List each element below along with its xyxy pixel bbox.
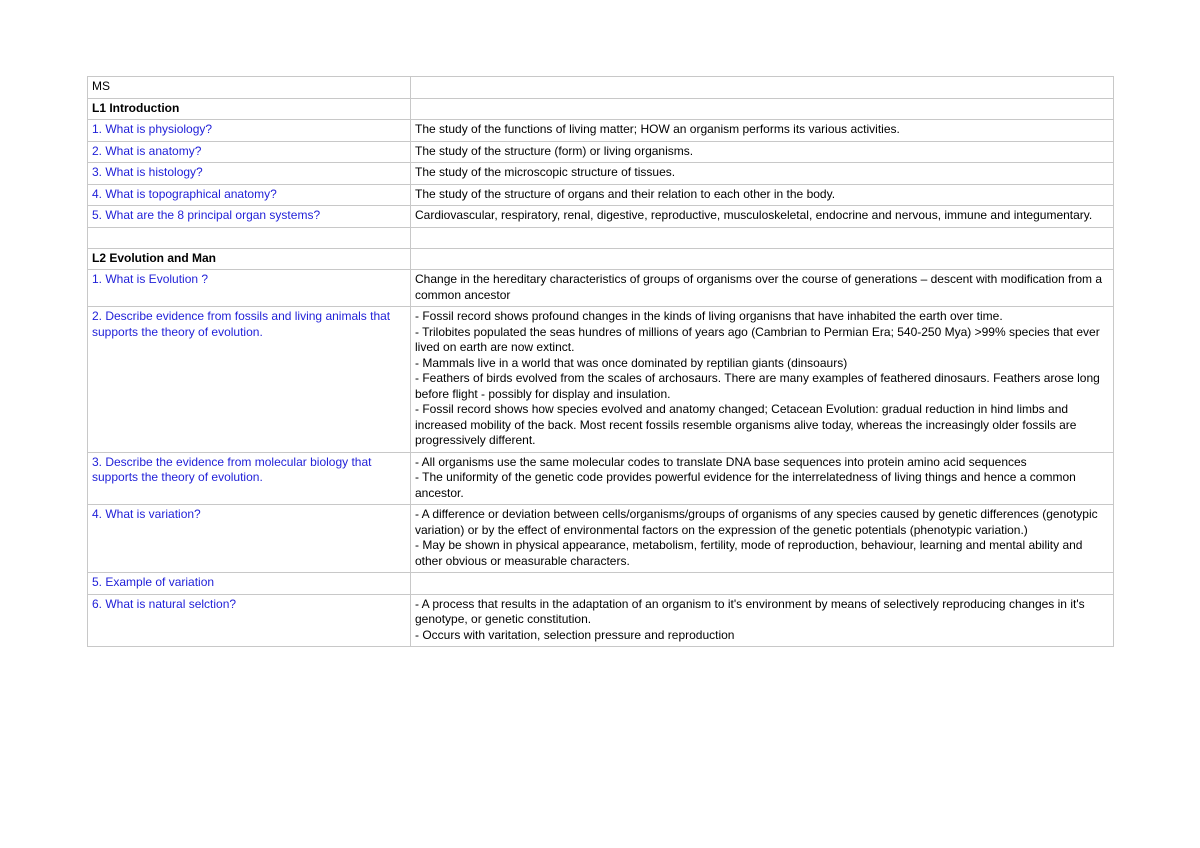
empty-cell — [88, 227, 411, 248]
question-cell: 6. What is natural selction? — [88, 594, 411, 647]
document-page — [87, 76, 1113, 647]
table-row — [88, 270, 1114, 307]
empty-cell — [411, 227, 1114, 248]
row-value-cell — [411, 248, 1114, 270]
table-row — [88, 141, 1114, 163]
table-row — [88, 98, 1114, 120]
answer-cell — [411, 573, 1114, 595]
answer-cell: The study of the structure (form) or living organisms. — [411, 141, 1114, 163]
answer-cell: The study of the functions of living matter; HOW an organism performs its various activities. — [411, 120, 1114, 142]
table-row — [88, 163, 1114, 185]
table-row — [88, 452, 1114, 505]
answer-cell: - A process that results in the adaptation of an organism to it's environment by means of selectively reproducing changes in it's genotype, or genetic constitution. - Occurs with varitation, selection pressure and reproduction — [411, 594, 1114, 647]
answer-cell: - All organisms use the same molecular codes to translate DNA base sequences into protein amino acid sequences - The uniformity of the genetic code provides powerful evidence for the interrelatedness of living things and hence a common ancestor. — [411, 452, 1114, 505]
question-cell: 3. What is histology? — [88, 163, 411, 185]
table-row — [88, 120, 1114, 142]
answer-cell: Change in the hereditary characteristics of groups of organisms over the course of generations – descent with modification from a common ancestor — [411, 270, 1114, 307]
question-cell: 4. What is topographical anatomy? — [88, 184, 411, 206]
answer-cell: The study of the microscopic structure of tissues. — [411, 163, 1114, 185]
question-cell: 5. What are the 8 principal organ systems? — [88, 206, 411, 228]
row-value-cell — [411, 98, 1114, 120]
answer-cell: - Fossil record shows profound changes in the kinds of living organisns that have inhabited the earth over time. - Trilobites populated the seas hundres of millions of years ago (Cambrian to Permian Era; 540-250 Mya) >99% species that ever lived on earth are now extinct. - Mammals live in a world that was once dominated by reptilian giants (dinsoaurs) - Feathers of birds evolved from the scales of archosaurs. There are many examples of feathered dinosaurs. Feathers arose long before flight - possibly for display and insulation. - Fossil record shows how species evolved and anatomy changed; Cetacean Evolution: gradual reduction in hind limbs and increased mobility of the back. Most recent fossils resemble organisms alive today, whereas the increasingly older fossils are progressively different. — [411, 307, 1114, 453]
table-row — [88, 77, 1114, 99]
question-cell: 1. What is Evolution ? — [88, 270, 411, 307]
question-cell: 1. What is physiology? — [88, 120, 411, 142]
notes-table — [87, 76, 1114, 647]
row-label-cell: MS — [88, 77, 411, 99]
question-cell: 2. What is anatomy? — [88, 141, 411, 163]
answer-cell: - A difference or deviation between cells/organisms/groups of organisms of any species caused by genetic differences (genotypic variation) or by the effect of environmental factors on the expression of the genetic potentials (phenotypic variation.) - May be shown in physical appearance, metabolism, fertility, mode of reproduction, behaviour, learning and mental ability and other obvious or measurable characters. — [411, 505, 1114, 573]
empty-row — [88, 227, 1114, 248]
table-row — [88, 594, 1114, 647]
table-row — [88, 184, 1114, 206]
row-value-cell — [411, 77, 1114, 99]
question-cell: 3. Describe the evidence from molecular biology that supports the theory of evolution. — [88, 452, 411, 505]
table-row — [88, 248, 1114, 270]
question-cell: 4. What is variation? — [88, 505, 411, 573]
table-row — [88, 206, 1114, 228]
table-row — [88, 505, 1114, 573]
question-cell: 2. Describe evidence from fossils and living animals that supports the theory of evolution. — [88, 307, 411, 453]
answer-cell: The study of the structure of organs and their relation to each other in the body. — [411, 184, 1114, 206]
table-row — [88, 573, 1114, 595]
question-cell: 5. Example of variation — [88, 573, 411, 595]
section-heading: L1 Introduction — [88, 98, 411, 120]
section-heading: L2 Evolution and Man — [88, 248, 411, 270]
table-row — [88, 307, 1114, 453]
answer-cell: Cardiovascular, respiratory, renal, digestive, reproductive, musculoskeletal, endocrine and nervous, immune and integumentary. — [411, 206, 1114, 228]
